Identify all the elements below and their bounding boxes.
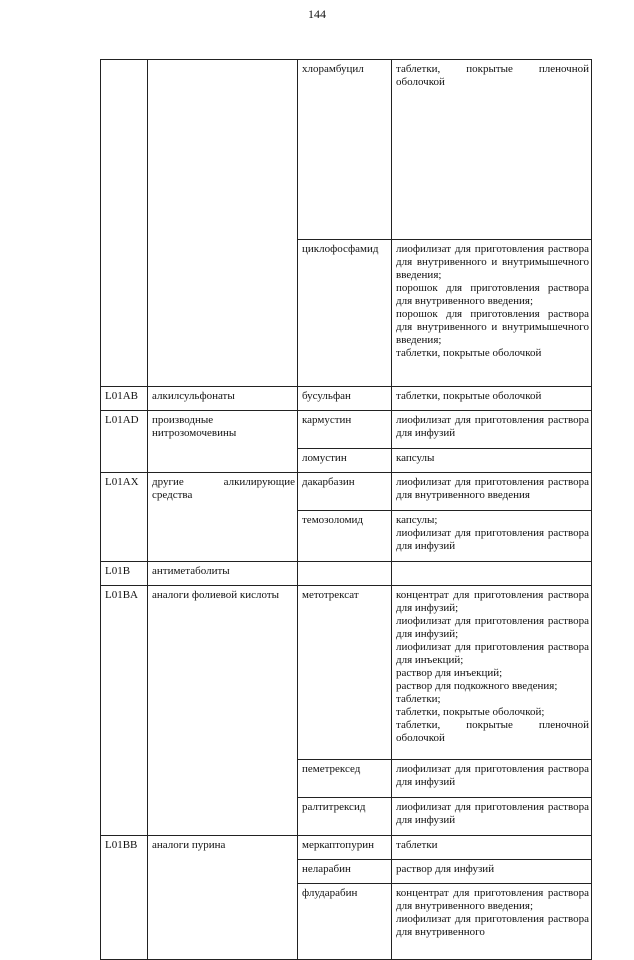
dosage-form-item: раствор для инфузий xyxy=(396,863,495,875)
dosage-form-item: таблетки, покрытые пленочной оболочкой xyxy=(396,719,589,744)
group-cell xyxy=(148,60,298,387)
dosage-form-item: лиофилизат для приготовления раствора для инъекций; xyxy=(396,641,589,666)
table-row xyxy=(101,60,592,240)
drug-name-cell: циклофосфамид xyxy=(298,240,392,387)
dosage-form-cell xyxy=(392,586,592,760)
drug-table xyxy=(100,59,592,960)
atc-code-cell: L01AB xyxy=(101,387,148,411)
dosage-form-cell xyxy=(392,562,592,586)
atc-code-cell: L01AX xyxy=(101,473,148,562)
dosage-form-cell xyxy=(392,60,592,240)
dosage-form-item: лиофилизат для приготовления раствора для внутривенного xyxy=(396,913,589,938)
dosage-form-item: раствор для подкожного введения; xyxy=(396,680,558,692)
dosage-form-cell xyxy=(392,760,592,798)
table-row xyxy=(101,387,592,411)
group-cell: антиметаболиты xyxy=(148,562,298,586)
dosage-form-cell xyxy=(392,411,592,449)
atc-code-cell xyxy=(101,60,148,387)
dosage-form-cell xyxy=(392,798,592,836)
table-row xyxy=(101,473,592,511)
dosage-form-item: таблетки xyxy=(396,839,438,851)
dosage-form-item: таблетки, покрытые оболочкой xyxy=(396,347,542,359)
table-row xyxy=(101,562,592,586)
drug-name-cell: кармустин xyxy=(298,411,392,449)
dosage-form-cell xyxy=(392,240,592,387)
drug-name-cell: хлорамбуцил xyxy=(298,60,392,240)
dosage-form-cell xyxy=(392,511,592,562)
dosage-form-item: лиофилизат для приготовления раствора для внутривенного введения xyxy=(396,476,589,501)
dosage-form-item: концентрат для приготовления раствора для инфузий; xyxy=(396,589,589,614)
dosage-form-item: таблетки, покрытые пленочной оболочкой xyxy=(396,63,589,88)
drug-name-cell: пеметрексед xyxy=(298,760,392,798)
dosage-form-item: таблетки; xyxy=(396,693,441,705)
table-row xyxy=(101,836,592,860)
dosage-form-item: порошок для приготовления раствора для внутривенного введения; xyxy=(396,282,589,307)
dosage-form-cell xyxy=(392,473,592,511)
group-cell: другие алкилирующие средства xyxy=(148,473,298,562)
dosage-form-item: раствор для инъекций; xyxy=(396,667,503,679)
dosage-form-cell xyxy=(392,449,592,473)
dosage-form-item: лиофилизат для приготовления раствора для внутривенного и внутримышечного введения; xyxy=(396,243,589,281)
drug-name-cell: метотрексат xyxy=(298,586,392,760)
dosage-form-item: концентрат для приготовления раствора для внутривенного введения; xyxy=(396,887,589,912)
dosage-form-item: таблетки, покрытые оболочкой xyxy=(396,390,542,402)
drug-name-cell: дакарбазин xyxy=(298,473,392,511)
drug-name-cell: бусульфан xyxy=(298,387,392,411)
dosage-form-cell xyxy=(392,836,592,860)
dosage-form-item: капсулы; xyxy=(396,514,438,526)
dosage-form-item: лиофилизат для приготовления раствора для инфузий xyxy=(396,414,589,439)
drug-name-cell: флударабин xyxy=(298,884,392,960)
dosage-form-cell xyxy=(392,884,592,960)
dosage-form-cell xyxy=(392,860,592,884)
table-row xyxy=(101,411,592,449)
page-number: 144 xyxy=(308,7,326,21)
dosage-form-item: лиофилизат для приготовления раствора для инфузий; xyxy=(396,615,589,640)
group-cell: аналоги пурина xyxy=(148,836,298,960)
drug-name-cell: меркаптопурин xyxy=(298,836,392,860)
group-cell: аналоги фолиевой кислоты xyxy=(148,586,298,836)
drug-name-cell xyxy=(298,562,392,586)
atc-code-cell: L01BB xyxy=(101,836,148,960)
atc-code-cell: L01BA xyxy=(101,586,148,836)
group-cell: производные нитрозомочевины xyxy=(148,411,298,473)
dosage-form-cell xyxy=(392,387,592,411)
drug-name-cell: темозоломид xyxy=(298,511,392,562)
dosage-form-item: лиофилизат для приготовления раствора для инфузий xyxy=(396,763,589,788)
dosage-form-item: таблетки, покрытые оболочкой; xyxy=(396,706,545,718)
table-row xyxy=(101,586,592,760)
dosage-form-item: капсулы xyxy=(396,452,435,464)
atc-code-cell: L01B xyxy=(101,562,148,586)
drug-name-cell: ралтитрексид xyxy=(298,798,392,836)
drug-name-cell: неларабин xyxy=(298,860,392,884)
atc-code-cell: L01AD xyxy=(101,411,148,473)
drug-name-cell: ломустин xyxy=(298,449,392,473)
dosage-form-item: порошок для приготовления раствора для внутривенного и внутримышечного введения; xyxy=(396,308,589,346)
dosage-form-item: лиофилизат для приготовления раствора для инфузий xyxy=(396,527,589,552)
dosage-form-item: лиофилизат для приготовления раствора для инфузий xyxy=(396,801,589,826)
group-cell: алкилсульфонаты xyxy=(148,387,298,411)
